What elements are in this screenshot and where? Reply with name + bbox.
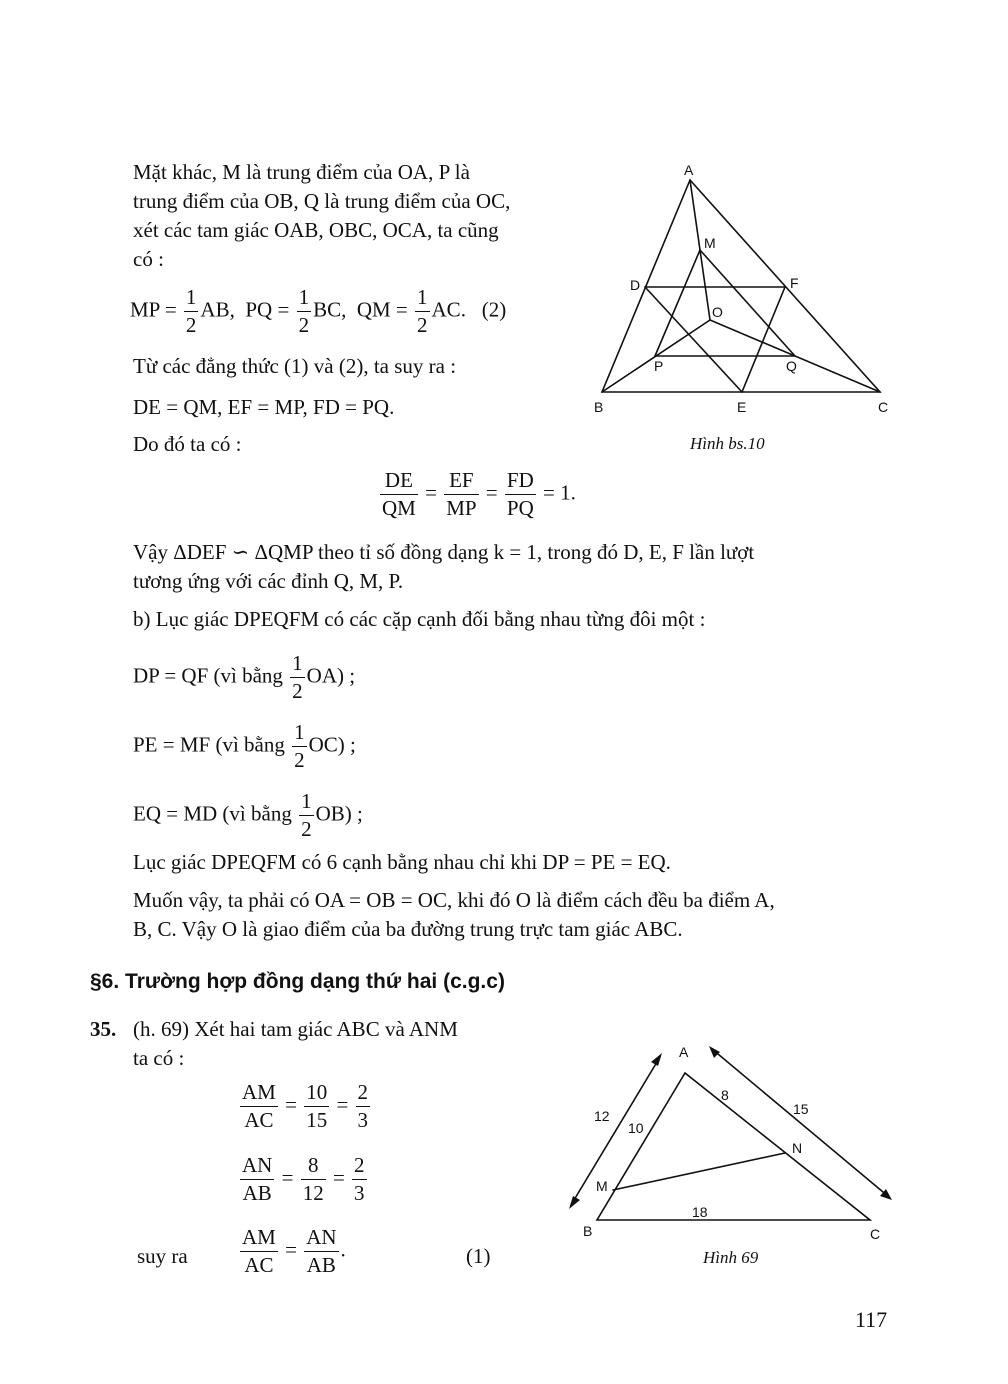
denominator: 2 <box>298 313 310 337</box>
numerator: 2 <box>357 1080 369 1104</box>
text-line: trung điểm của OB, Q là trung điểm của OC, <box>133 189 511 213</box>
denominator: 12 <box>302 1181 324 1205</box>
eq-text: OC) ; <box>308 732 356 757</box>
eq-sign: = <box>425 480 437 505</box>
text-line: Vậy ΔDEF ∽ ΔQMP theo tỉ số đồng dạng k = 1, trong đó D, E, F lần lượt <box>133 540 755 564</box>
fraction <box>240 1082 278 1131</box>
numerator: AN <box>306 1225 337 1249</box>
fraction <box>352 1155 367 1204</box>
numerator: 1 <box>417 285 428 309</box>
denominator: AC <box>240 1251 278 1276</box>
label-B: B <box>594 399 604 415</box>
arrow-line-ac <box>712 1049 889 1197</box>
eq-text: AC. <box>431 297 466 322</box>
eq-text: PQ = <box>245 297 290 322</box>
text-line: ta có : <box>133 1046 185 1070</box>
denominator: 2 <box>185 313 197 337</box>
numerator: 10 <box>306 1080 328 1104</box>
fraction <box>240 1227 278 1276</box>
eq-sign: = <box>285 1237 297 1262</box>
eq-sign: = <box>336 1092 349 1117</box>
length-ab: 12 <box>594 1108 610 1124</box>
denominator: PQ <box>506 496 534 520</box>
fraction-half <box>299 791 314 840</box>
numerator: 2 <box>354 1153 365 1177</box>
ratio-row <box>238 1082 372 1131</box>
fraction-half <box>297 287 312 336</box>
fraction-half <box>292 722 307 771</box>
label-B: B <box>583 1223 593 1239</box>
numerator: 1 <box>301 789 312 813</box>
denominator: 2 <box>294 748 305 772</box>
label-D: D <box>630 277 641 293</box>
figure-bs10 <box>585 155 905 425</box>
label-Q: Q <box>786 358 797 374</box>
text-line: xét các tam giác OAB, OBC, OCA, ta cũng <box>133 218 499 242</box>
text-line: Từ các đẳng thức (1) và (2), ta suy ra : <box>133 354 457 378</box>
numerator: AN <box>242 1153 273 1177</box>
denominator: 2 <box>301 817 312 841</box>
equation-tag: (2) <box>481 297 507 322</box>
numerator: EF <box>449 468 474 492</box>
equality-row <box>133 653 355 702</box>
numerator: 1 <box>292 651 303 675</box>
section-heading: §6. Trường hợp đồng dạng thứ hai (c.g.c) <box>90 970 505 993</box>
eq-sign: = <box>281 1165 294 1190</box>
text-line: Do đó ta có : <box>133 432 242 456</box>
equality-row <box>133 722 356 771</box>
segment-de <box>645 287 742 392</box>
ratio-equation <box>378 470 576 519</box>
length-ac: 15 <box>793 1101 809 1117</box>
eq-sign: = <box>285 1092 297 1117</box>
eq-text: EQ = MD (vì bằng <box>133 801 292 826</box>
fraction <box>505 470 536 519</box>
length-am: 10 <box>628 1120 644 1136</box>
text-line: (h. 69) Xét hai tam giác ABC và ANM <box>133 1017 458 1041</box>
denominator: 2 <box>417 313 428 337</box>
label-F: F <box>790 275 799 291</box>
fraction-half <box>290 653 305 702</box>
segment-ef <box>742 287 785 392</box>
fraction <box>304 1227 338 1276</box>
denominator: AB <box>304 1251 338 1276</box>
fraction-half <box>184 287 199 336</box>
fraction <box>380 470 418 519</box>
numerator: 1 <box>294 720 305 744</box>
label-A: A <box>684 162 694 178</box>
text-line: suy ra <box>137 1244 188 1268</box>
numerator: AM <box>242 1080 276 1104</box>
segment-mn <box>613 1153 785 1190</box>
text-line: Lục giác DPEQFM có 6 cạnh bằng nhau chỉ khi DP = PE = EQ. <box>133 850 671 874</box>
label-N: N <box>792 1140 803 1156</box>
figure-caption: Hình bs.10 <box>690 434 765 453</box>
numerator: DE <box>384 468 413 492</box>
equation-tag: (1) <box>466 1244 491 1268</box>
triangle-abc <box>602 180 880 392</box>
eq-text: MP = <box>130 297 177 322</box>
exercise-number: 35. <box>90 1017 117 1041</box>
length-bc: 18 <box>692 1204 708 1220</box>
fraction <box>304 1082 329 1131</box>
fraction <box>356 1082 371 1131</box>
eq-text: OA) ; <box>306 663 356 688</box>
label-C: C <box>878 399 889 415</box>
denominator: MP <box>446 496 477 520</box>
arrowhead <box>709 1046 720 1058</box>
arrowhead <box>651 1053 662 1066</box>
denominator: 3 <box>354 1181 365 1205</box>
text-line: tương ứng với các đỉnh Q, M, P. <box>133 569 404 593</box>
eq-text: BC, <box>313 297 347 322</box>
figure-69 <box>560 1035 905 1250</box>
text-line: B, C. Vậy O là giao điểm của ba đường trung trực tam giác ABC. <box>133 917 683 941</box>
denominator: AC <box>240 1106 278 1131</box>
label-C: C <box>870 1226 881 1242</box>
numerator: 8 <box>307 1153 319 1177</box>
fraction <box>240 1155 274 1204</box>
label-M: M <box>704 235 716 251</box>
fraction <box>444 470 478 519</box>
ratio-row <box>238 1155 369 1204</box>
eq-text: = 1. <box>543 480 576 505</box>
denominator: AB <box>240 1179 274 1204</box>
denominator: 3 <box>357 1108 369 1132</box>
page-number: 117 <box>855 1307 888 1332</box>
label-M: M <box>596 1178 608 1194</box>
figure-caption: Hình 69 <box>703 1248 759 1267</box>
text-line: b) Lục giác DPEQFM có các cặp cạnh đối bằng nhau từng đôi một : <box>133 607 706 631</box>
eq-text: DP = QF (vì bằng <box>133 663 283 688</box>
eq-text: PE = MF (vì bằng <box>133 732 285 757</box>
eq-sign: = <box>332 1165 345 1190</box>
fraction <box>301 1155 326 1204</box>
numerator: FD <box>506 468 534 492</box>
fraction-half <box>415 287 430 336</box>
ratio-row: $\frac{AM}{AC}$ = $\frac{AN}{AB}$ . <box>242 1225 346 1277</box>
arrowhead <box>569 1196 580 1209</box>
eq-text: OB) ; <box>315 801 363 826</box>
length-an: 8 <box>721 1087 729 1103</box>
equality-row <box>133 791 363 840</box>
eq-text: QM = <box>356 297 408 322</box>
numerator: 1 <box>185 285 197 309</box>
eq-sign: = <box>485 480 498 505</box>
segment-mq <box>700 250 795 356</box>
label-A: A <box>679 1044 689 1060</box>
label-E: E <box>737 399 747 415</box>
denominator: 2 <box>292 679 303 703</box>
text-line: Muốn vậy, ta phải có OA = OB = OC, khi đó O là điểm cách đều ba điểm A, <box>133 888 775 912</box>
equation-2 <box>130 287 506 336</box>
text-line: có : <box>133 247 164 271</box>
label-O: O <box>712 304 723 320</box>
denominator: QM <box>382 496 416 520</box>
numerator: 1 <box>298 285 310 309</box>
label-P: P <box>654 358 664 374</box>
text-line: DE = QM, EF = MP, FD = PQ. <box>133 395 395 419</box>
denominator: 15 <box>306 1108 328 1132</box>
numerator: AM <box>242 1225 276 1249</box>
text-line: Mặt khác, M là trung điểm của OA, P là <box>133 160 470 184</box>
eq-text: AB, <box>200 297 235 322</box>
